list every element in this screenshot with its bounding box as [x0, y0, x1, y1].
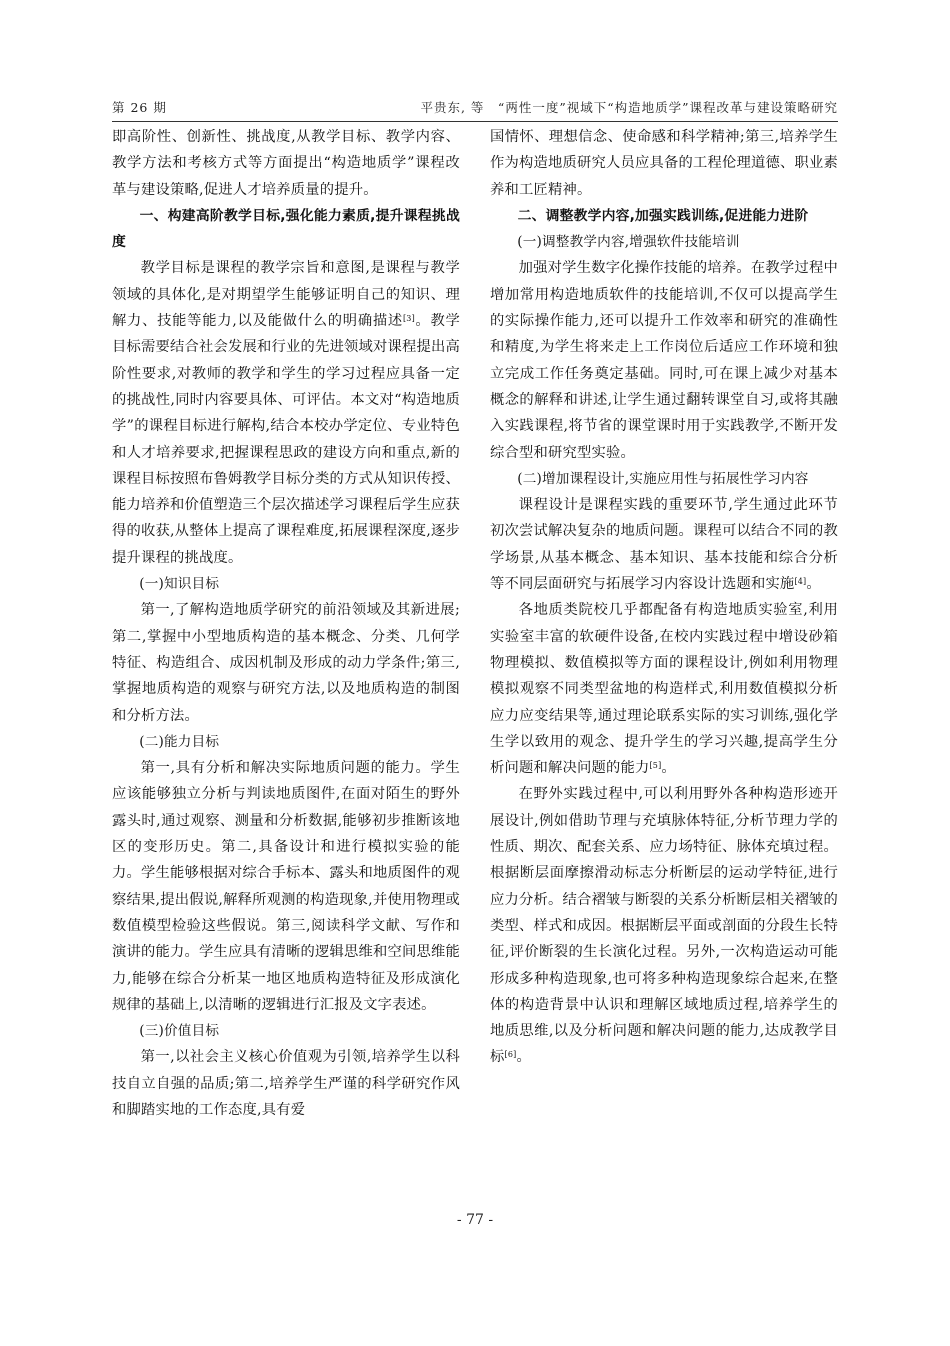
- subsection-heading: (三)价值目标: [139, 1023, 220, 1040]
- issue-number: 第 26 期: [112, 100, 167, 115]
- paragraph: 国情怀、理想信念、使命感和科学精神;第三,培养学生作为构造地质研究人员应具备的工程伦理道德、职业素养和工匠精神。: [490, 129, 838, 198]
- header-rule: [112, 121, 838, 122]
- paragraph: 第一,以社会主义核心价值观为引领,培养学生以科技自立自强的品质;第二,培养学生严谨的科学研究作风和脚踏实地的工作态度,具有爱: [112, 1049, 460, 1118]
- left-column: [112, 124, 460, 1123]
- paragraph: [490, 781, 838, 1070]
- page-number: - 77 -: [456, 1212, 494, 1228]
- paragraph: 加强对学生数字化操作技能的培养。在教学过程中增加常用构造地质软件的技能培训,不仅可以提高学生的实际操作能力,还可以提升工作效率和研究的准确性和精度,为学生将来走上工作岗位后适应工作环境和独立完成工作任务奠定基础。同时,可在课上减少对基本概念的解释和讲述,让学生通过翻转课堂自习,或将其融入实践课程,将节省的课堂课时用于实践教学,不断开发综合型和研究型实验。: [490, 260, 838, 461]
- citation: [5]: [649, 761, 662, 771]
- subsection-heading: (二)增加课程设计,实施应用性与拓展性学习内容: [517, 470, 809, 487]
- citation: [6]: [504, 1050, 517, 1060]
- paragraph-text: 。: [661, 760, 676, 777]
- section-heading: 二、调整教学内容,加强实践训练,促进能力进阶: [517, 207, 809, 224]
- paragraph: 第一,了解构造地质学研究的前沿领域及其新进展;第二,掌握中小型地质构造的基本概念、分类、几何学特征、构造组合、成因机制及形成的动力学条件;第三,掌握地质构造的观察与研究方法,以及地质构造的制图和分析方法。: [112, 602, 460, 724]
- paragraph-text: 各地质类院校几乎都配备有构造地质实验室,利用实验室丰富的软硬件设备,在校内实践过程中增设砂箱物理模拟、数值模拟等方面的课程设计,例如利用物理模拟观察不同类型盆地的构造样式,利用数值模拟分析应力应变结果等,通过理论联系实际的实习训练,强化学生学以致用的观念、提升学生的学习兴趣,提高学生分析问题和解决问题的能力: [490, 602, 838, 777]
- citation: [4]: [794, 577, 807, 587]
- subsection-heading: (一)调整教学内容,增强软件技能培训: [517, 234, 740, 251]
- paragraph-text: 教学目标是课程的教学宗旨和意图,是课程与教学领域的具体化,是对期望学生能够证明自己的知识、理解力、技能等能力,以及能做什么的明确描述: [112, 260, 460, 330]
- paragraph: 即高阶性、创新性、挑战度,从教学目标、教学内容、教学方法和考核方式等方面提出“构造地质学”课程改革与建设策略,促进人才培养质量的提升。: [112, 129, 460, 198]
- paragraph-text: 。: [806, 576, 821, 593]
- subsection-heading: (一)知识目标: [139, 576, 220, 593]
- right-column: [490, 124, 838, 1071]
- paragraph: [490, 492, 838, 597]
- citation: [3]: [402, 314, 415, 324]
- paragraph-text: 课程设计是课程实践的重要环节,学生通过此环节初次尝试解决复杂的地质问题。课程可以结合不同的教学场景,从基本概念、基本知识、基本技能和综合分析等不同层面研究与拓展学习内容设计选题和实施: [490, 497, 838, 593]
- paragraph: [112, 255, 460, 571]
- paragraph: [490, 597, 838, 781]
- paragraph-text: 。教学目标需要结合社会发展和行业的先进领域对课程提出高阶性要求,对教师的教学和学生的学习过程应具备一定的挑战性,同时内容要具体、可评估。本文对“构造地质学”的课程目标进行解构,结合本校办学定位、专业特色和人才培养要求,把握课程思政的建设方向和重点,新的课程目标按照布鲁姆教学目标分类的方式从知识传授、能力培养和价值塑造三个层次描述学习课程后学生应获得的收获,从整体上提高了课程难度,拓展课程深度,逐步提升课程的挑战度。: [112, 313, 460, 566]
- paragraph-text: 。: [516, 1049, 531, 1066]
- paragraph-text: 在野外实践过程中,可以利用野外各种构造形迹开展设计,例如借助节理与充填脉体特征,分析节理力学的性质、期次、配套关系、应力场特征、脉体充填过程。根据断层面摩擦滑动标志分析断层的运动学特征,进行应力分析。结合褶皱与断裂的关系分析断层相关褶皱的类型、样式和成因。根据断层平面或剖面的分段生长特征,评价断裂的生长演化过程。另外,一次构造运动可能形成多种构造现象,也可将多种构造现象综合起来,在整体的构造背景中认识和理解区域地质过程,培养学生的地质思维,以及分析问题和解决问题的能力,达成教学目标: [490, 786, 838, 1066]
- section-heading: 一、构建高阶教学目标,强化能力素质,提升课程挑战度: [112, 207, 460, 251]
- running-title: 平贵东, 等 “两性一度”视域下“构造地质学”课程改革与建设策略研究: [420, 100, 838, 115]
- subsection-heading: (二)能力目标: [139, 733, 220, 750]
- running-header: [112, 98, 838, 118]
- paragraph: 第一,具有分析和解决实际地质问题的能力。学生应该能够独立分析与判读地质图件,在面对陌生的野外露头时,通过观察、测量和分析数据,能够初步推断该地区的变形历史。第二,具备设计和进行模拟实验的能力。学生能够根据对综合手标本、露头和地质图件的观察结果,提出假说,解释所观测的构造现象,并使用物理或数值模型检验这些假说。第三,阅读科学文献、写作和演讲的能力。学生应具有清晰的逻辑思维和空间思维能力,能够在综合分析某一地区地质构造特征及形成演化规律的基础上,以清晰的逻辑进行汇报及文字表述。: [112, 760, 460, 1013]
